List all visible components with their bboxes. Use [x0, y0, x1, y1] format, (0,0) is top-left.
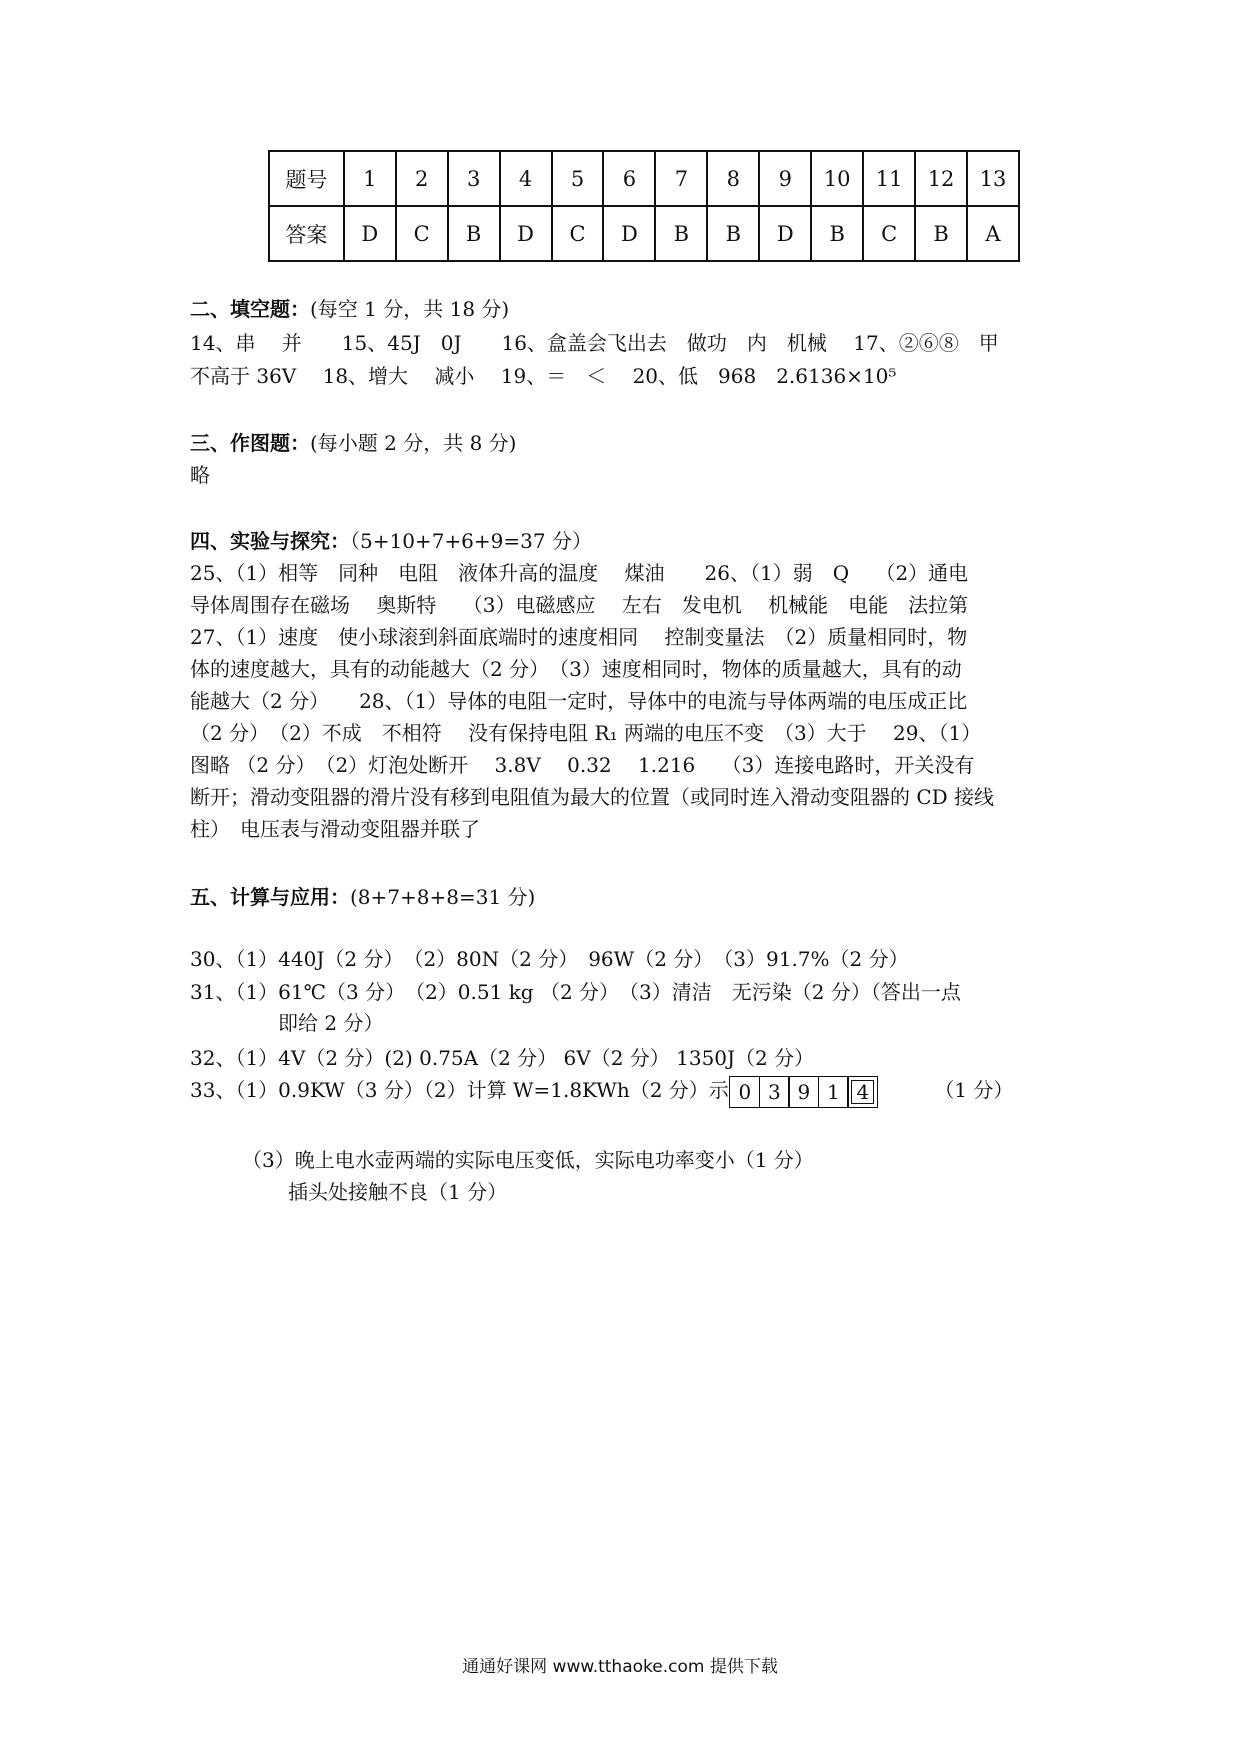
section5-note: (8+7+8+8=31 分)	[350, 885, 536, 909]
q33-part3-cont: 插头处接触不良（1 分）	[288, 1180, 508, 1204]
q33-score: （1 分）	[934, 1078, 1014, 1102]
section4-line: （2 分） （2）不成 不相符 没有保持电阻 R₁ 两端的电压不变 （3）大于 29、（1）	[190, 721, 982, 745]
section2-note: (每空 1 分，共 18 分)	[310, 297, 510, 321]
section4-title: 四、实验与探究：	[190, 529, 350, 553]
meter-digit: 1	[818, 1076, 849, 1108]
answer-cell: A	[967, 206, 1019, 261]
q33-answer	[190, 1075, 1013, 1108]
question-number: 10	[811, 151, 863, 206]
answer-cell: D	[759, 206, 811, 261]
section3-heading	[190, 428, 516, 458]
answer-cell: B	[655, 206, 707, 261]
answer-cell: D	[344, 206, 396, 261]
choice-answer-table	[268, 150, 1020, 262]
section2-line: 14、串 并 15、45J 0J 16、盒盖会飞出去 做功 内 机械 17、②⑥⑧ 甲	[190, 331, 999, 355]
q33-part3: （3）晚上电水壶两端的实际电压变低，实际电功率变小（1 分）	[242, 1148, 814, 1172]
question-number: 11	[863, 151, 915, 206]
q30-answer: 30、（1）440J（2 分） （2）80N（2 分） 96W（2 分） （3）91.7%（2 分）	[190, 947, 909, 971]
question-number: 8	[707, 151, 759, 206]
section4-heading	[190, 526, 592, 556]
energy-meter-reading	[731, 1076, 879, 1108]
question-number: 12	[915, 151, 967, 206]
section3-note: (每小题 2 分，共 8 分)	[310, 431, 517, 455]
q32-answer: 32、（1）4V（2 分）(2) 0.75A（2 分） 6V（2 分） 1350J（2 分）	[190, 1046, 815, 1070]
answer-cell: B	[915, 206, 967, 261]
section3-title: 三、作图题：	[190, 431, 310, 455]
answer-cell: B	[811, 206, 863, 261]
answer-cell: C	[396, 206, 448, 261]
question-number: 4	[500, 151, 552, 206]
row-header-question: 题号	[269, 151, 344, 206]
section4-line: 27、（1）速度 使小球滚到斜面底端时的速度相同 控制变量法 （2）质量相同时，物	[190, 625, 968, 649]
question-number: 5	[552, 151, 604, 206]
answer-cell: D	[603, 206, 655, 261]
answer-cell: D	[500, 206, 552, 261]
section4-line: 图略 （2 分） （2）灯泡处断开 3.8V 0.32 1.216 （3）连接电路时，开关没有	[190, 753, 975, 777]
answer-cell: B	[707, 206, 759, 261]
answer-row	[269, 206, 1019, 261]
q31-answer: 31、（1）61℃（3 分） （2）0.51 kg （2 分） （3）清洁 无污染（2 分）（答出一点	[190, 980, 961, 1004]
answer-cell: C	[863, 206, 915, 261]
answer-cell: C	[552, 206, 604, 261]
section2-line: 不高于 36V 18、增大 减小 19、＝ ＜ 20、低 968 2.6136×10⁵	[190, 364, 897, 388]
section3-line: 略	[190, 463, 210, 487]
section4-line: 25、（1）相等 同种 电阻 液体升高的温度 煤油 26、（1）弱 Q （2）通电	[190, 561, 969, 585]
section5-heading	[190, 882, 535, 912]
section2-title: 二、填空题：	[190, 297, 310, 321]
section5-title: 五、计算与应用：	[190, 885, 350, 909]
q31-answer-cont: 即给 2 分）	[278, 1011, 384, 1035]
section4-line: 导体周围存在磁场 奥斯特 （3）电磁感应 左右 发电机 机械能 电能 法拉第	[190, 593, 969, 617]
section4-line: 体的速度越大，具有的动能越大（2 分） （3）速度相同时，物体的质量越大，具有的动	[190, 657, 962, 681]
section4-line: 断开；滑动变阻器的滑片没有移到电阻值为最大的位置（或同时连入滑动变阻器的 CD 接线	[190, 785, 995, 809]
q33-text: 33、（1）0.9KW（3 分）（2）计算 W=1.8KWh（2 分）示	[190, 1078, 729, 1102]
meter-digit: 3	[759, 1076, 790, 1108]
question-number: 7	[655, 151, 707, 206]
section2-heading	[190, 294, 509, 324]
meter-digit-decimal: 4	[847, 1076, 878, 1108]
section4-line: 柱） 电压表与滑动变阻器并联了	[190, 817, 480, 841]
question-number-row	[269, 151, 1019, 206]
meter-digit: 0	[729, 1076, 760, 1108]
section4-line: 能越大（2 分） 28、（1）导体的电阻一定时，导体中的电流与导体两端的电压成正比	[190, 689, 968, 713]
question-number: 6	[603, 151, 655, 206]
meter-digit: 9	[788, 1076, 819, 1108]
question-number: 2	[396, 151, 448, 206]
row-header-answer: 答案	[269, 206, 344, 261]
footer-text: 通通好课网 www.tthaoke.com 提供下载	[462, 1657, 778, 1677]
question-number: 1	[344, 151, 396, 206]
question-number: 13	[967, 151, 1019, 206]
answer-cell: B	[448, 206, 500, 261]
question-number: 9	[759, 151, 811, 206]
question-number: 3	[448, 151, 500, 206]
section4-note: （5+10+7+6+9=37 分）	[350, 529, 592, 553]
